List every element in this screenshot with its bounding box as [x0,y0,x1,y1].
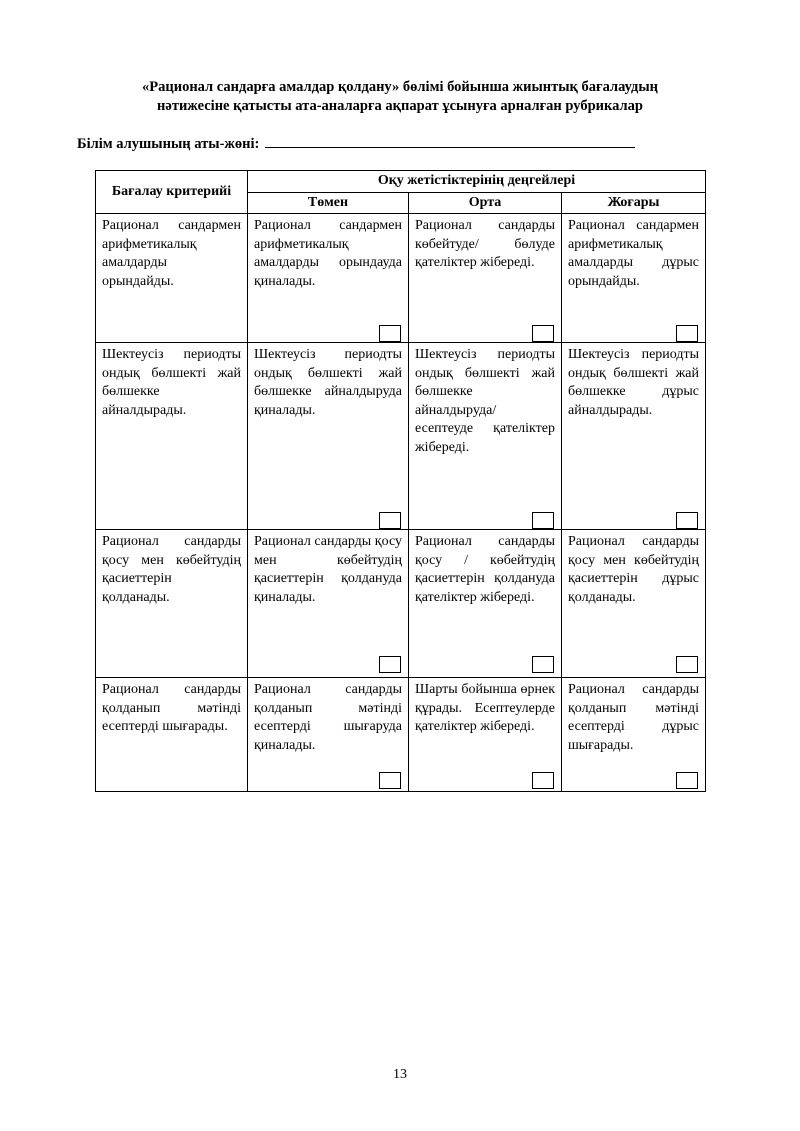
high-level-cell [562,343,706,530]
mid-level-cell [409,343,562,530]
levels-header: Оқу жетістіктерінің деңгейлері [248,171,706,193]
criterion-cell [96,214,248,343]
mid-level-cell [409,678,562,792]
mid-level-cell [409,214,562,343]
table-row [96,678,706,792]
student-name-blank[interactable] [265,134,635,148]
rubric-table [95,170,706,792]
high-level-text: Рационал сандармен арифметикалық амалдарды дұрыс орындайды. [568,218,700,289]
high-level-text: Рационал сандарды қолданып мәтінді есептерді дұрыс шығарады. [568,682,700,753]
high-level-checkbox[interactable] [676,772,698,789]
high-level-text: Шектеусіз периодты ондық бөлшекті жай бөлшекке дұрыс айналдырады. [568,347,700,418]
low-level-checkbox[interactable] [379,772,401,789]
low-level-cell [248,343,409,530]
low-level-text: Шектеусіз периодты ондық бөлшекті жай бөлшекке айналдыруда қиналады. [254,347,402,418]
student-name-line [77,134,635,153]
low-level-checkbox[interactable] [379,512,401,529]
mid-level-text: Рационал сандарды қосу / көбейтудің қасиеттерін қолдануда қателіктер жібереді. [415,534,555,605]
criterion-cell [96,530,248,678]
criterion-cell [96,343,248,530]
title-line-1: «Рационал сандарға амалдар қолдану» бөлімі бойынша жиынтық бағалаудың [142,79,658,95]
mid-level-cell [409,530,562,678]
mid-level-checkbox[interactable] [532,772,554,789]
mid-level-checkbox[interactable] [532,656,554,673]
level-mid-header: Орта [409,192,562,214]
low-level-checkbox[interactable] [379,325,401,342]
header-row [96,171,706,193]
low-level-text: Рационал сандарды қолданып мәтінді есептерді шығаруда қиналады. [254,682,402,753]
mid-level-checkbox[interactable] [532,512,554,529]
table-row [96,214,706,343]
low-level-checkbox[interactable] [379,656,401,673]
page-number: 13 [393,1067,407,1082]
high-level-checkbox[interactable] [676,325,698,342]
high-level-cell [562,678,706,792]
criterion-text: Шектеусіз периодты ондық бөлшекті жай бөлшекке айналдырады. [102,347,241,418]
low-level-cell [248,530,409,678]
title-line-2: нәтижесіне қатысты ата-аналарға ақпарат ұсынуға арналған рубрикалар [157,98,643,114]
high-level-cell [562,214,706,343]
criteria-header: Бағалау критерийі [96,171,248,214]
high-level-checkbox[interactable] [676,656,698,673]
table-row [96,530,706,678]
mid-level-text: Рационал сандарды көбейтуде/ бөлуде қателіктер жібереді. [415,218,555,270]
low-level-text: Рационал сандарды қосу мен көбейтудің қасиеттерін қолдануда қиналады. [254,534,402,605]
mid-level-text: Шектеусіз периодты ондық бөлшекті жай бөлшекке айналдыруда/ есептеуде қателіктер жібереді. [415,347,555,455]
table-row [96,343,706,530]
high-level-text: Рационал сандарды қосу мен көбейтудің қасиеттерін дұрыс қолданады. [568,534,700,605]
student-name-label: Білім алушының аты-жөні: [77,136,260,152]
criterion-text: Рационал сандарды қосу мен көбейтудің қасиеттерін қолданады. [102,534,241,605]
criterion-text: Рационал сандарды қолданып мәтінді есептерді шығарады. [102,682,241,734]
low-level-text: Рационал сандармен арифметикалық амалдарды орындауда қиналады. [254,218,402,289]
low-level-cell [248,678,409,792]
high-level-checkbox[interactable] [676,512,698,529]
criterion-cell [96,678,248,792]
mid-level-checkbox[interactable] [532,325,554,342]
low-level-cell [248,214,409,343]
criterion-text: Рационал сандармен арифметикалық амалдарды орындайды. [102,218,241,289]
mid-level-text: Шарты бойынша өрнек құрады. Есептеулерде қателіктер жібереді. [415,682,555,734]
level-low-header: Төмен [248,192,409,214]
document-title [60,78,740,116]
level-high-header: Жоғары [562,192,706,214]
high-level-cell [562,530,706,678]
